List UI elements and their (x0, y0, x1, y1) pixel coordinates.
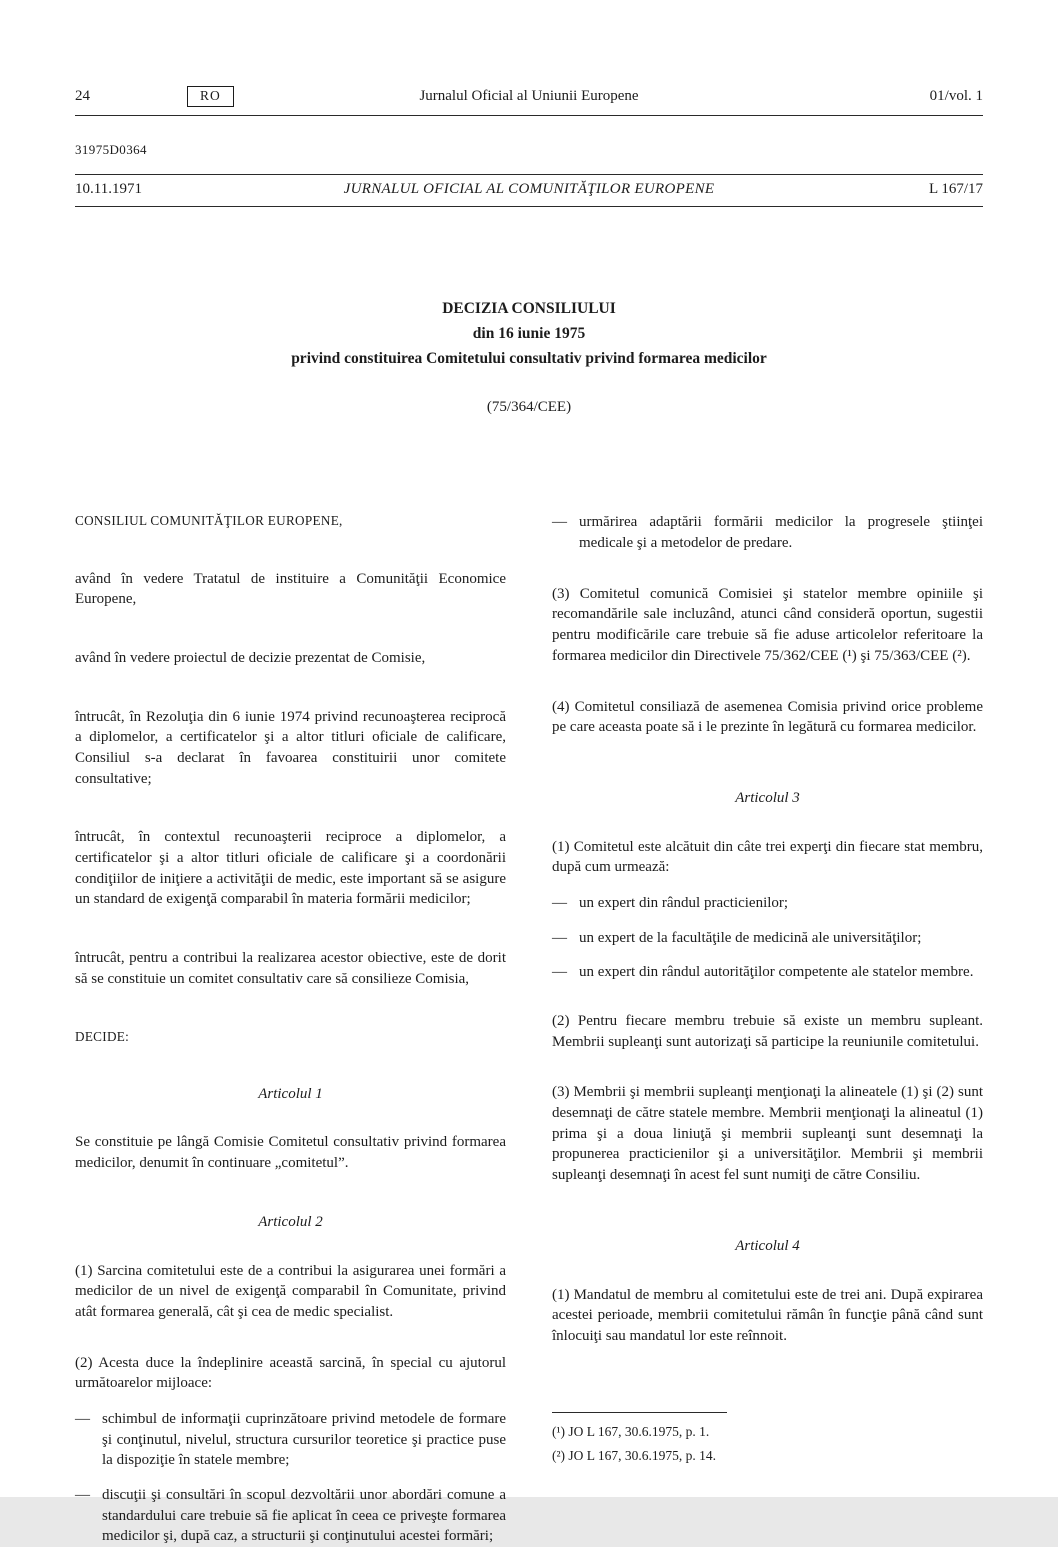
dash-marker: — (552, 964, 567, 981)
article-3-paragraph-3: (3) Membrii şi membrii supleanţi menţionaţi la alineatele (1) şi (2) sunt desemnaţi de către statele membre. Membrii menţionaţi la alineatul (1) prima şi a doua liniuţă şi membrii supleanţi sunt desemnaţi la propunerea practicienilor şi a universităţilor. Membrii şi membrii supleanţi desemnaţi în acest fel sunt numiţi de către Consiliu. (552, 1084, 983, 1184)
article-4-paragraph-1: (1) Mandatul de membru al comitetului este de trei ani. După expirarea acestei perioade, membrii comitetului rămân în funcţie până când sunt înlocuiţi sau mandatul lor este reînnoit. (552, 1286, 983, 1344)
decision-title-line3: privind constituirea Comitetului consultativ privind formarea medicilor (291, 349, 767, 367)
footnote-1: (¹) JO L 167, 30.6.1975, p. 1. (552, 1424, 710, 1440)
article-3-paragraph-2: (2) Pentru fiecare membru trebuie să existe un membru supleant. Membrii supleanţi sunt autorizaţi să participe la reuniunile comitetului. (552, 1013, 983, 1050)
paragraph-whereas-3: întrucât, pentru a contribui la realizarea acestor obiective, este de dorit să se constituie un comitet consultativ care să consilieze Comisia, (75, 950, 506, 987)
list-item (552, 962, 983, 983)
enacting-word: DECIDE: (75, 1028, 130, 1044)
article-3-paragraph-1: (1) Comitetul este alcătuit din câte trei experţi din fiecare stat membru, după cum urmează: (552, 838, 983, 876)
dash-marker: — (552, 894, 567, 911)
original-issue-reference: L 167/17 (928, 181, 983, 197)
list-item (552, 928, 983, 949)
dash-marker: — (552, 929, 567, 946)
right-column (552, 512, 983, 1470)
article-2-paragraph-1: (1) Sarcina comitetului este de a contribui la asigurarea unei formări a medicilor de un nivel de exigenţă comparabil în Comunitate, privind atât formarea generală, cât şi cea de medic specialist. (75, 1262, 506, 1320)
paragraph-whereas-2: întrucât, în contextul recunoaşterii reciproce a diplomelor, a certificatelor şi a altor titluri oficiale de calificare şi a coordonării condiţiilor de iniţiere a activităţii de medic, este important să se asigure un standard de exigenţă comparabil în materia formării medicilor; (75, 829, 506, 908)
original-journal-title: JURNALUL OFICIAL AL COMUNITĂŢILOR EUROPENE (343, 181, 715, 197)
article-1-heading: Articolul 1 (258, 1085, 323, 1102)
page-number: 24 (75, 88, 90, 104)
article-2-paragraph-2: (2) Acesta duce la îndeplinire această sarcină, în special cu ajutorul următoarelor mijloace: (75, 1354, 506, 1392)
article-2-paragraph-3: (3) Comitetul comunică Comisiei şi statelor membre opiniile şi recomandările sale incluzând, atunci când consideră oportun, sugestii pentru modificările care trebuie să fie aduse articolelor referitoare la formarea medicilor din Directivele 75/362/CEE (¹) şi 75/363/CEE (²). (552, 585, 983, 664)
paragraph-whereas-1: întrucât, în Rezoluţia din 6 iunie 1974 privind recunoaşterea reciprocă a diplomelor, a certificatelor şi a altor titluri oficiale de calificare, Consiliul s-a declarat în favoarea constituirii unor comitete consultative; (75, 708, 506, 787)
list-item-text: discuţii şi consultări în scopul dezvoltării unor abordări comune a standardului care trebuie să fie aplicat în ceea ce priveşte formarea medicilor şi, după caz, a structurii şi conţinutului acestei formări; (102, 1487, 506, 1545)
footnotes (552, 1402, 983, 1470)
celex-number: 31975D0364 (75, 142, 147, 157)
decision-title (75, 297, 983, 371)
footnote-rule (552, 1412, 727, 1413)
decision-title-line1: DECIZIA CONSILIULUI (442, 300, 616, 317)
left-column (75, 512, 506, 1545)
decision-title-line2: din 16 iunie 1975 (472, 324, 586, 342)
article-2-heading: Articolul 2 (258, 1213, 323, 1230)
header-left (75, 86, 419, 107)
list-item-text: schimbul de informaţii cuprinzătoare privind metodele de formare şi conţinutul, nivelul, structura cursurilor teoretice şi practice puse la dispoziţie în statele membre; (102, 1410, 506, 1469)
original-date: 10.11.1971 (75, 181, 142, 197)
article-1-paragraph: Se constituie pe lângă Comisie Comitetul consultativ privind formarea medicilor, denumit în continuare „comitetul”. (75, 1134, 506, 1172)
page-header (75, 86, 983, 107)
language-code-badge: RO (187, 86, 234, 107)
list-item-text: un expert de la facultăţile de medicină ale universităţilor; (579, 929, 922, 946)
list-item (75, 1409, 506, 1471)
dash-marker: — (75, 1487, 90, 1504)
original-journal-band (75, 174, 983, 207)
list-item-text: urmărirea adaptării formării medicilor la progresele ştiinţei medicale şi a metodelor de predare. (579, 514, 983, 552)
journal-title: Jurnalul Oficial al Uniunii Europene (419, 88, 639, 104)
article-2-paragraph-4: (4) Comitetul consiliază de asemenea Comisia privind orice probleme pe care aceasta poate să i le prezinte în legătură cu formarea medicilor. (552, 698, 983, 736)
footnote-2: (²) JO L 167, 30.6.1975, p. 14. (552, 1447, 717, 1463)
preamble-actor: CONSILIUL COMUNITĂŢILOR EUROPENE, (75, 513, 343, 529)
paragraph-having-proposal: având în vedere proiectul de decizie prezentat de Comisie, (75, 649, 426, 666)
list-item (75, 1485, 506, 1547)
paragraph-having-treaty: având în vedere Tratatul de instituire a Comunităţii Economice Europene, (75, 570, 506, 608)
dash-marker: — (75, 1410, 90, 1427)
body-columns (75, 512, 983, 1545)
list-item (552, 893, 983, 914)
list-item (552, 512, 983, 553)
dash-marker: — (552, 514, 567, 531)
article-4-heading: Articolul 4 (735, 1237, 800, 1254)
list-item-text: un expert din rândul autorităţilor competente ale statelor membre. (579, 964, 974, 981)
header-rule (75, 115, 983, 116)
volume-reference: 01/vol. 1 (929, 88, 983, 104)
article-3-heading: Articolul 3 (735, 789, 800, 806)
decision-number: (75/364/CEE) (486, 399, 572, 416)
list-item-text: un expert din rândul practicienilor; (579, 894, 789, 911)
